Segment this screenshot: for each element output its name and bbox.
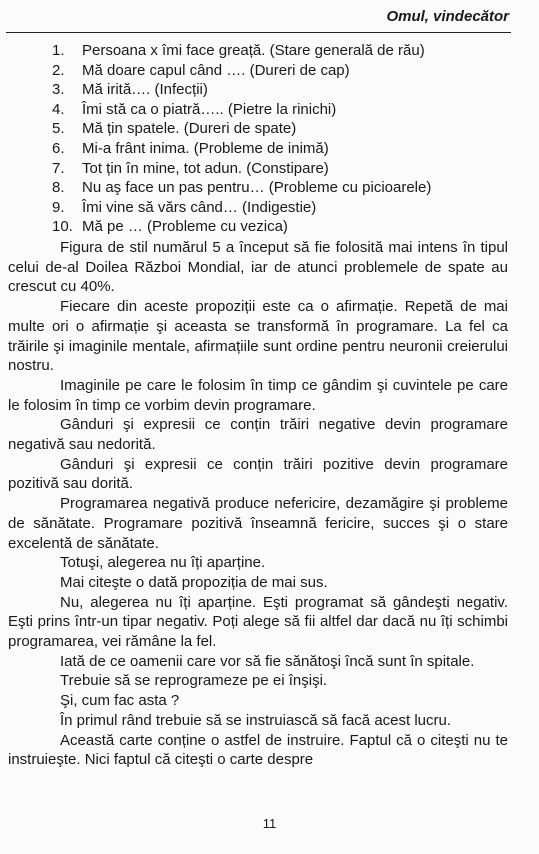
numbered-list	[52, 41, 512, 237]
paragraph: Iată de ce oamenii care vor să fie sănătoşi încă sunt în spitale.	[60, 652, 475, 670]
list-item-number: 4.	[52, 100, 65, 118]
page-number: 11	[262, 816, 277, 831]
list-item	[52, 217, 512, 237]
list-item	[52, 100, 512, 120]
list-item-text: Nu aş face un pas pentru… (Probleme cu picioarele)	[82, 179, 432, 197]
list-item	[52, 41, 512, 61]
list-item-text: Mi-a frânt inima. (Probleme de inimă)	[82, 139, 329, 157]
list-item	[52, 139, 512, 159]
paragraph: Şi, cum fac asta ?	[60, 692, 180, 710]
list-item-number: 8.	[52, 179, 65, 197]
list-item	[52, 119, 512, 139]
list-item-text: Mă irită…. (Infecții)	[82, 81, 208, 99]
list-item-number: 9.	[52, 198, 65, 216]
paragraph: Gânduri şi expresii ce conțin trăiri pozitive devin programare pozitivă sau dorită.	[8, 455, 508, 493]
list-item-number: 5.	[52, 120, 65, 138]
paragraph: Programarea negativă produce nefericire, dezamăgire şi probleme de sănătate. Programare pozitivă înseamnă fericire, succes şi o stare excelentă de sănătate.	[8, 495, 508, 552]
paragraph: În primul rând trebuie să se instruiască să facă acest lucru.	[60, 711, 452, 729]
list-item	[52, 61, 512, 81]
paragraph: Trebuie să se reprogrameze pe ei înşişi.	[60, 672, 328, 690]
list-item-text: Îmi stă ca o piatră….. (Pietre la rinichi)	[82, 100, 337, 118]
list-item-text: Mă țin spatele. (Dureri de spate)	[82, 120, 297, 138]
paragraph: Fiecare din aceste propoziții este ca o afirmație. Repetă de mai multe ori o afirmație şi aceasta se transformă în programare. La fel ca trăirile şi imaginile mentale, afirmațiile sunt ordine pentru neuronii creierului nostru.	[8, 298, 508, 375]
list-item-text: Îmi vine să vărs când… (Indigestie)	[82, 198, 317, 216]
list-item	[52, 80, 512, 100]
list-item-text: Persoana x îmi face greață. (Stare generală de rău)	[82, 42, 425, 59]
list-item-number: 3.	[52, 81, 65, 99]
list-item-text: Tot țin în mine, tot adun. (Constipare)	[82, 159, 329, 177]
list-item-number: 7.	[52, 159, 65, 177]
paragraph: Imaginile pe care le folosim în timp ce gândim şi cuvintele pe care le folosim în timp ce vorbim devin programare.	[8, 376, 508, 414]
header-rule	[6, 32, 511, 33]
list-item	[52, 178, 512, 198]
paragraph: Gânduri şi expresii ce conțin trăiri negative devin programare negativă sau nedorită.	[8, 416, 508, 454]
paragraph: Mai citeşte o dată propoziția de mai sus.	[60, 573, 328, 591]
list-item-number: 6.	[52, 139, 65, 157]
list-item	[52, 159, 512, 179]
body-text	[8, 238, 508, 770]
running-header: Omul, vindecător	[386, 8, 509, 25]
list-item-number: 2.	[52, 61, 65, 79]
paragraph: Nu, alegerea nu îți aparține. Eşti programat să gândeşti negativ. Eşti prins într-un tipar negativ. Poți alege să fii altfel dar dacă nu îți schimbi programarea, vei rămâne la fel.	[8, 593, 508, 651]
list-item-number: 10.	[52, 218, 73, 236]
paragraph: Figura de stil numărul 5 a început să fie folosită mai intens în tipul celui de-al Doilea Război Mondial, iar de atunci problemele de spate au crescut cu 40%.	[8, 239, 508, 296]
paragraph: Această carte conține o astfel de instruire. Faptul că o citeşti nu te instruieşte. Nici faptul că citeşti o carte despre	[8, 731, 508, 769]
list-item-text: Mă pe … (Probleme cu vezica)	[82, 218, 288, 236]
list-item-text: Mă doare capul când …. (Dureri de cap)	[82, 61, 350, 79]
list-item	[52, 198, 512, 218]
paragraph: Totuşi, alegerea nu îți aparține.	[60, 554, 266, 572]
list-item-number: 1.	[52, 42, 65, 59]
